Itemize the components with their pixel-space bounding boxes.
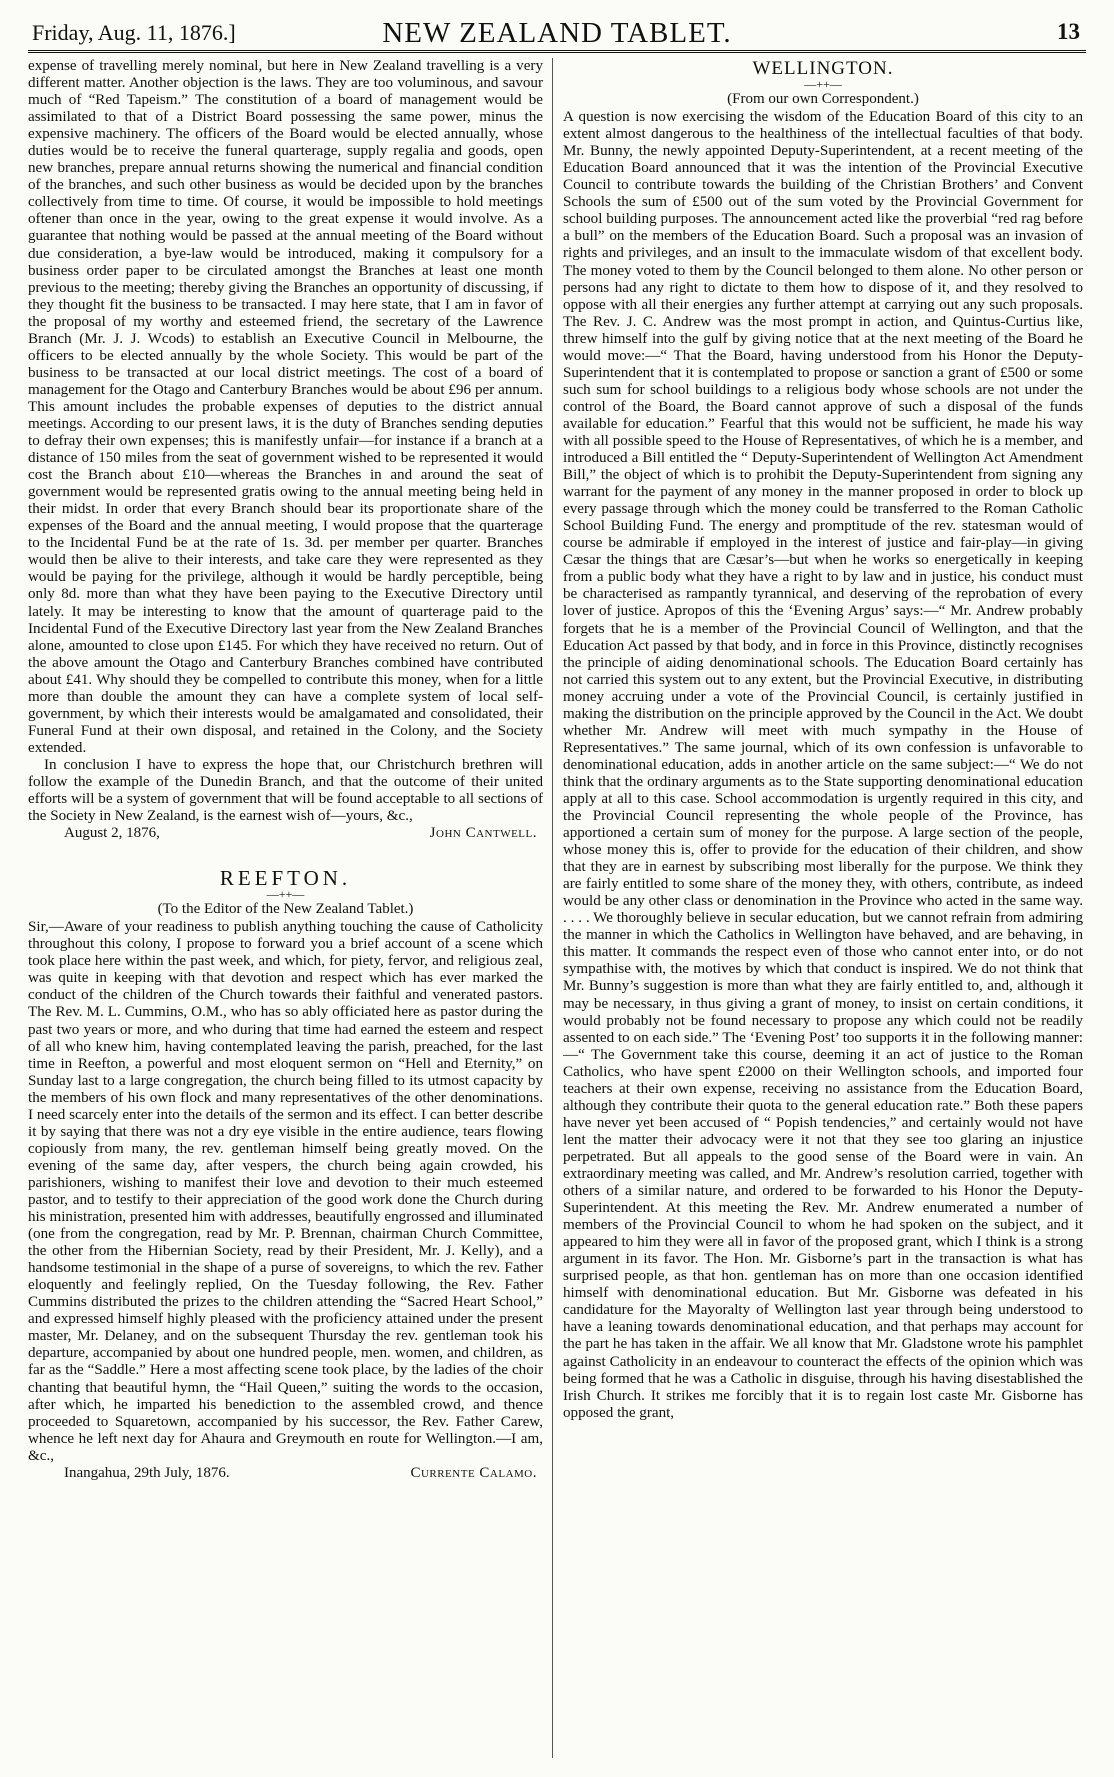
reefton-date: Inangahua, 29th July, 1876.: [64, 1464, 230, 1481]
wellington-paragraph-1: A question is now exercising the wisdom of the Education Board of this city to an extent almost dangerous to the healthiness of the intellectual faculties of that body. Mr. Bunny, the newly appointed Deputy-Superintendent, at a recent meeting of the Education Board announced that it was the intention of the Provincial Executive Council to contribute towards the building of the Christian Brothers’ and Convent Schools the sum of £500 out of the sum voted by the Provincial Government for school building purposes. The announcement acted like the proverbial “red rag before a bull” on the members of the Education Board. Such a proposal was an invasion of rights and privileges, and an insult to the immaculate wisdom of that excellent body. The money voted to them by the Council belonged to them alone. No other person or persons had any right to dictate to them how to dispose of it, and they resolved to oppose with all their energies any further attempt at carrying out any such proposals. The Rev. J. C. Andrew was the most prompt in action, and Quintus-Curtius like, threw himself into the gulf by giving notice that at the next meeting of the Board he would move:—“ That the Board, having understood from his Honor the Deputy-Superintendent that it is contemplated to propose or sanction a grant of £500 or some such sum for school buildings to a religious body whose schools are not under the control of the Board, the Board cannot approve of such a disposal of the funds available for education.” Fearful that this would not be sufficient, he made his way with all possible speed to the House of Representatives, of which he is a member, and introduced a Bill entitled the “ Deputy-Superintendent of Wellington Act Amendment Bill,” the object of which is to prohibit the Deputy-Superintendent from signing any warrant for the payment of any money in the manner proposed in order to block up every passage through which the money could be transferred to the Roman Catholic School Building Fund. The energy and promptitude of the rev. statesman would of course be admirable if employed in the interest of justice and fair-play—in giving Cæsar the things that are Cæsar’s—but when he works so energetically in keeping from a public body what they have a right to by law and in justice, his conduct must be characterised as rampantly tyrannical, and deserving of the reprobation of every lover of justice. Apropos of this the ‘Evening Argus’ says:—“ Mr. Andrew probably forgets that he is a member of the Provincial Council of Wellington, and that the Education Act passed by that body, and in force in this Province, distinctly recognises the principle of aiding denominational schools. The Education Board certainly has not carried this system out to any extent, but the Provincial Executive, in distributing money accruing under a vote of the Provincial Council, is certainly justified in making the distribution on the principle approved by the Council in the Act. We doubt whether Mr. Andrew will meet with much sympathy in the House of Representatives.” The same journal, which of its own confession is unfavorable to denominational education, adds in another article on the same subject:—“ We do not think that the ordinary arguments as to the State supporting denominational education apply at all to this case. School accommodation is urgently required in this city, and the Provincial Council representing the whole people of the Province, has apportioned a certain sum of money for the purpose. A large section of the people, whose money this is, offer to provide for the education of their children, and show that they are in earnest by subscribing most liberally for the purpose. We think they are fairly entitled to some share of the money they, with others, contribute, as indeed would be any other class or denomination in the Province who acted in the same way. . . . . We thoroughly believe in secular education, but we cannot refrain from admiring the manner in which the Catholics in Wellington have behaved, and are behaving, in this matter. It commands the respect even of those who cannot enter into, or do not sympathise with, the motives by which that conduct is inspired. We do not think that Mr. Bunny’s suggestion is more than what they are fairly entitled to, and, although it may be necessary, in thus giving a grant of money, to insist on certain conditions, it would probably not be found necessary to propose any which could not be readily assented to on each side.” The ‘Evening Post’ too supports it in the following manner:—“ The Government take this course, deeming it an act of justice to the Roman Catholics, who have spent £2000 on their Wellington schools, and imported four teachers at their own expense, receiving no assistance from the Education Board, although they contribute their quota to the general education rate.” Both these papers have never yet been accused of “ Popish tendencies,” and certainly would not have lent the matter their advocacy were it not that they see too glaring an injustice perpetrated. But all appeals to the good sense of the Board were in vain. An extraordinary meeting was called, and Mr. Andrew’s resolution carried, together with others of a similar nature, and ordered to be forwarded to his Honor the Deputy-Superintendent. At this meeting the Rev. Mr. Andrew enumerated a number of members of the Provincial Council to whom he had spoken on the subject, and it appeared to him they were all in favor of the proposed grant, which I think is a strong argument in its favor. The Hon. Mr. Gisborne’s part in the transaction is what has surprised people, as that hon. gentleman has on more than one occasion identified himself with denominational education. But Mr. Gisborne was defeated in his candidature for the Mayoralty of Wellington last year through being understood to have a leaning towards denominational education, and that perhaps may account for the part he has taken in the affair. We all know that Mr. Gladstone wrote his pamphlet against Catholicity in an endeavour to counteract the effects of the opinion which was being formed that he was a Catholic in disguise, through his having disestablished the Irish Church. It strikes me forcibly that it is to regain lost caste Mr. Gisborne has opposed the grant,: [563, 109, 1083, 1421]
article-columns: [28, 58, 1086, 1763]
masthead: [28, 14, 1086, 53]
reefton-subhead: (To the Editor of the New Zealand Tablet.): [157, 901, 414, 918]
letter-signoff: [28, 825, 543, 842]
letter-paragraph-2: In conclusion I have to express the hope that, our Christchurch brethren will follow the example of the Dunedin Branch, and that the outcome of their united efforts will be a system of government that will be found acceptable to all sections of the Society in New Zealand, is the earnest wish of—yours, &c.,: [28, 756, 543, 825]
reefton-paragraph-1: Sir,—Aware of your readiness to publish anything touching the cause of Catholicity throughout this colony, I propose to forward you a brief account of a scene which took place here within the past week, and which, for piety, fervor, and religious zeal, was quite in keeping with that devotion and respect which has ever marked the conduct of the children of the Church towards their faithful and venerated pastors. The Rev. M. L. Cummins, O.M., who has so ably officiated here as pastor during the past two years or more, and who during that time had earned the esteem and respect of all who knew him, having contemplated leaving the parish, preached, for the last time in Reefton, a powerful and most eloquent sermon on “Hell and Eternity,” on Sunday last to a large congregation, the church being filled to its utmost capacity by the members of his own flock and many representatives of the other denominations. I need scarcely enter into the details of the sermon and its effect. I can better describe it by saying that there was not a dry eye visible in the entire audience, tears flowing copiously from many, the rev. gentleman himself being greatly moved. On the evening of the same day, after vespers, the church being again crowded, his parishioners, wishing to manifest their love and devotion to their much esteemed pastor, and to testify to their appreciation of the good work done the Church during his ministration, presented him with addresses, beautifully engrossed and illuminated (one from the congregation, read by Mr. P. Brennan, chairman Church Committee, the other from the Hibernian Society, read by their President, Mr. J. Kelly), and a handsome testimonial in the shape of a purse of sovereigns, to which the rev. Father eloquently and feelingly replied, On the Tuesday following, the Rev. Father Cummins distributed the prizes to the children attending the “Sacred Heart School,” and expressed himself highly pleased with the proficiency attained under the present master, Mr. Delaney, and on the subsequent Thursday the rev. gentleman took his departure, accompanied by about one hundred people, men. women, and children, as far as the “Saddle.” Here a most affecting scene took place, by the ladies of the choir chanting that beautiful hymn, the “Hail Queen,” suiting the words to the occasion, after which, he imparted his benediction to the assembled crowd, and thence proceeded to Squaretown, accompanied by his successor, the Rev. Father Carew, whence he left next day for Ahaura and Greymouth en route for Wellington.—I am, &c.,: [28, 919, 543, 1464]
issue-date: Friday, Aug. 11, 1876.]: [32, 20, 236, 45]
letter-date: August 2, 1876,: [64, 825, 160, 842]
left-column: [28, 58, 543, 1763]
wellington-heading: WELLINGTON.: [752, 58, 894, 79]
reefton-signoff: [28, 1465, 543, 1482]
wellington-subhead: (From our own Correspondent.): [727, 91, 919, 108]
heading-ornament: —++—: [804, 77, 842, 92]
column-divider: [552, 58, 553, 1758]
page-number: 13: [1057, 19, 1080, 44]
letter-paragraph-1: expense of travelling merely nominal, but here in New Zealand travelling is a very different matter. Another objection is the laws. They are too voluminous, and savour much of “Red Tapeism.” The constitution of a board of management would be assimilated to that of a District Board possessing the same power, minus the expensive machinery. The officers of the Board would be elected annually, whose duties would be to receive the funeral quarterage, supply regalia and goods, open new branches, prepare annual returns showing the numerical and financial condition of the branches, and such other business as would be decided upon by the branches collectively from time to time. Of course, it would be impossible to hold meetings oftener than once in the year, owing to the great expense it would involve. As a guarantee that nothing would be passed at the annual meeting of the Board without due consideration, a bye-law would be introduced, making it compulsory for a business order paper to be circulated amongst the Branches at least one month previous to the meeting; thereby giving the Branches an opportunity of discussing, if they thought fit the business to be transacted. I may here state, that I am in favor of the proposal of my worthy and esteemed friend, the secretary of the Lawrence Branch (Mr. J. J. Wcods) to establish an Executive Council in Melbourne, the officers to be elected annually by the whole Society. This would be part of the business to be transacted at our local district meetings. The cost of a board of management for the Otago and Canterbury Branches would be about £96 per annum. This amount includes the probable expenses of deputies to the district annual meetings. According to our present laws, it is the duty of Branches sending deputies to defray their own expenses; this is manifestly unfair—for instance if a branch at a distance of 150 miles from the seat of government wished to be represented it would cost the Branch about £10—whereas the Branches in and around the seat of government would be represented gratis owing to the annual meeting being held in their midst. In order that every Branch should bear its proportionate share of the expenses of the Board and the annual meeting, I would propose that the quarterage to the Incidental Fund be at the rate of 1s. 3d. per member per quarter. Branches would then be alive to their interests, and take care they were represented as they would be paying for the privilege, although it would be hardly perceptible, being only 8d. more than what they have been paying to the Executive Directory until lately. It may be interesting to know that the amount of quarterage paid to the Incidental Fund of the Executive Directory last year from the New Zealand Branches alone, amounted to close upon £145. For which they have received no return. Out of the above amount the Otago and Canterbury Branches combined have contributed about £41. Why should they be compelled to contribute this money, when for a little more than double the amount they can have a complete system of local self-government, by which their interests would be amalgamated and consolidated, their Funeral Fund at their own disposal, and retained in the Colony, and the Society extended.: [28, 58, 543, 756]
letter-signature: John Cantwell.: [429, 825, 537, 842]
reefton-heading: REEFTON.: [219, 866, 352, 891]
heading-ornament: —++—: [266, 887, 305, 902]
right-column: [563, 58, 1083, 1763]
reefton-signature: Currente Calamo.: [410, 1464, 537, 1481]
newspaper-title: NEW ZEALAND TABLET.: [382, 17, 732, 49]
